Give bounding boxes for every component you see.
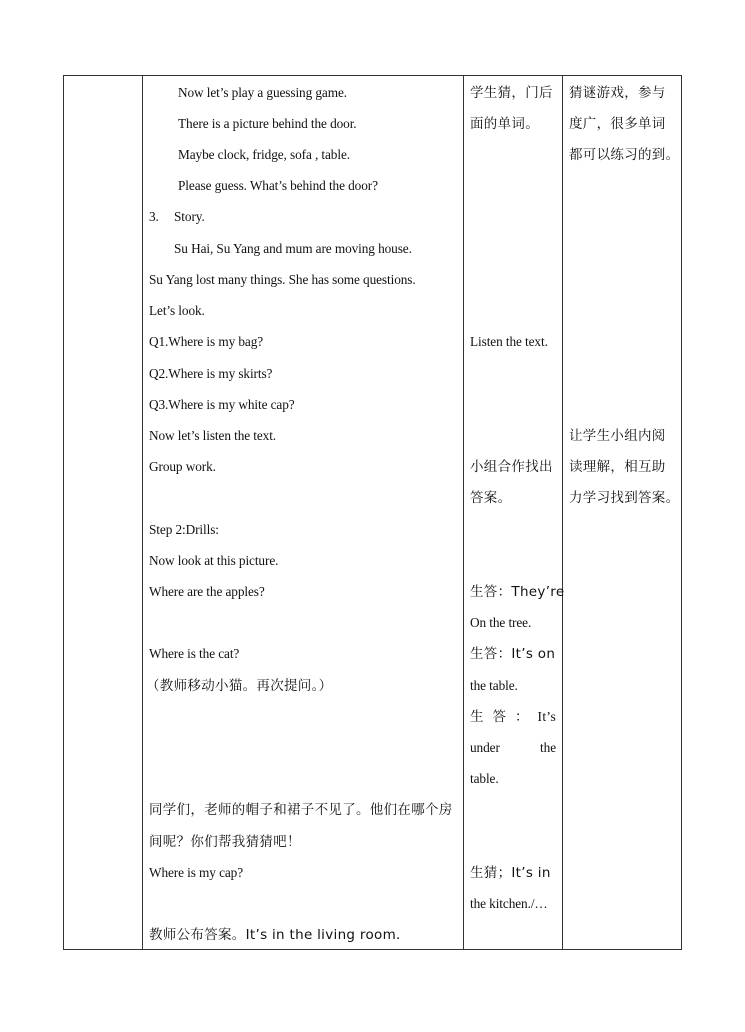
text-line: On the tree. <box>470 615 532 630</box>
column-divider-2 <box>463 75 464 950</box>
text-line: 让学生小组内阅 <box>569 428 666 444</box>
text-line: There is a picture behind the door. <box>178 116 357 131</box>
text-line: Where is the cat? <box>149 646 240 661</box>
text-line: 生答：It’s on <box>470 646 556 662</box>
text-line: Now look at this picture. <box>149 553 279 568</box>
column-divider-3 <box>562 75 563 950</box>
word: It’s <box>537 709 556 724</box>
text-line: Story. <box>174 209 205 224</box>
text-line: Listen the text. <box>470 334 548 349</box>
text-line: Q1.Where is my bag? <box>149 334 264 349</box>
text-line: Q2.Where is my skirts? <box>149 366 273 381</box>
text-line-justified <box>470 740 556 756</box>
word: under <box>470 740 500 755</box>
text-line: the table. <box>470 678 518 693</box>
table-bottom-border <box>63 949 682 950</box>
word: ： <box>515 709 529 725</box>
column-divider-1 <box>142 75 143 950</box>
text-line: （教师移动小猫。再次提问。） <box>146 678 333 694</box>
text-line: 力学习找到答案。 <box>569 490 680 506</box>
text-line: Let’s look. <box>149 303 205 318</box>
text-line: Maybe clock, fridge, sofa , table. <box>178 147 350 162</box>
list-number: 3. <box>149 209 159 224</box>
word: 答 <box>492 709 507 725</box>
text-line: 教师公布答案。It’s in the living room. <box>149 927 401 943</box>
text-line: Q3.Where is my white cap? <box>149 397 295 412</box>
table-top-border <box>63 75 682 76</box>
word: 生 <box>470 709 484 725</box>
text-line: Now let’s play a guessing game. <box>178 85 347 100</box>
text-line: 度广，很多单词 <box>569 116 666 132</box>
text-line: 生答：They’re <box>470 584 565 600</box>
text-line-justified <box>470 709 556 725</box>
table-right-border <box>681 75 682 950</box>
word: the <box>540 740 556 755</box>
text-line: 间呢？你们帮我猜猜吧！ <box>149 834 301 850</box>
text-line: 面的单词。 <box>470 116 539 132</box>
text-line: 学生猜，门后 <box>470 85 553 101</box>
text-line: Step 2:Drills: <box>149 522 219 537</box>
text-line: 猜谜游戏，参与 <box>569 85 666 101</box>
text-line: 小组合作找出 <box>470 459 553 475</box>
text-line: Group work. <box>149 459 216 474</box>
text-line: 都可以练习的到。 <box>569 147 680 163</box>
text-line: 同学们，老师的帽子和裙子不见了。他们在哪个房 <box>149 802 453 818</box>
text-line: Where is my cap? <box>149 865 244 880</box>
stage-column <box>64 76 142 949</box>
text-line: 读理解，相互助 <box>569 459 666 475</box>
text-line: Now let’s listen the text. <box>149 428 277 443</box>
text-line: Su Hai, Su Yang and mum are moving house. <box>174 241 412 256</box>
text-line: 生猜；It’s in <box>470 865 551 881</box>
text-line: the kitchen./… <box>470 896 548 911</box>
text-line: Where are the apples? <box>149 584 265 599</box>
text-line: Please guess. What’s behind the door? <box>178 178 378 193</box>
text-line: table. <box>470 771 499 786</box>
text-line: Su Yang lost many things. She has some questions. <box>149 272 416 287</box>
text-line: 答案。 <box>470 490 512 506</box>
